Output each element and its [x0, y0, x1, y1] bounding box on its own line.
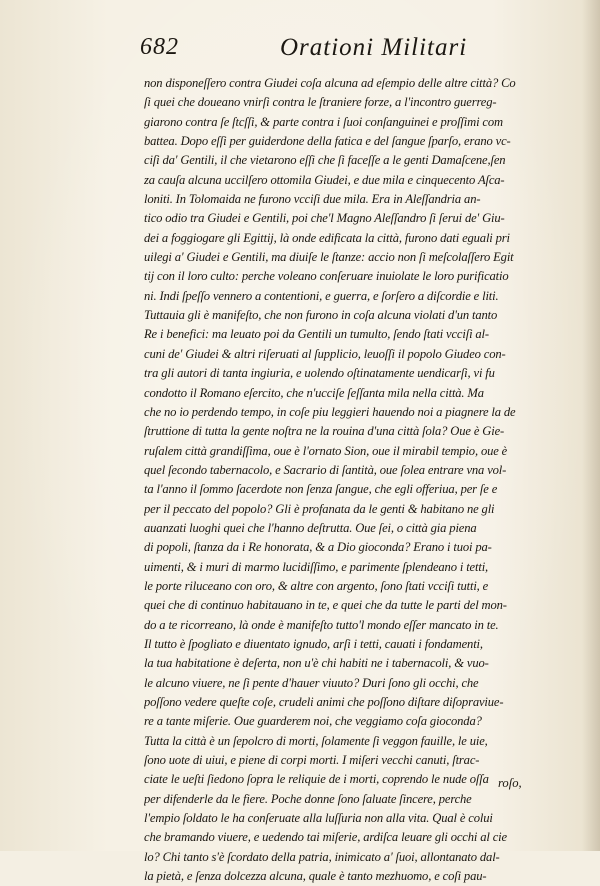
text-line: dei a foggiogare gli Egittij, là onde edificata la città, furono dati eguali pri [144, 230, 510, 245]
text-line: tra gli autori di tanta ingiuria, e uolendo oſtinatamente uendicarſi, vi fu [144, 366, 495, 381]
text-line: la tua habitatione è deſerta, non u'è chi habiti ne i tabernacoli, & vuo- [144, 656, 489, 671]
text-line: l'empio ſoldato le ha conſeruate alla luſſuria non alla vita. Qual è colui [144, 811, 493, 826]
text-line: za cauſa alcuna uccilſero ottomila Giudei, e due mila e cinquecento Aſca- [144, 172, 505, 187]
text-line: Re i benefici: ma leuato poi da Gentili un tumulto, ſendo ſtati vcciſi al- [144, 327, 489, 342]
text-line: auanzati luoghi quei che l'hanno deſtrutta. Oue ſei, o città gia piena [144, 520, 477, 535]
text-line: per il peccato del popolo? Gli è profanata da le genti & habitano ne gli [144, 501, 495, 516]
running-title: Orationi Militari [280, 34, 468, 61]
text-line: quei che di continuo habitauano in te, e quei che da tutte le parti del mon- [144, 598, 507, 613]
text-line: ruſalem città grandiſſima, oue è l'ornato Sion, oue il mirabil tempio, oue è [144, 443, 508, 458]
text-line: non disponeſſero contra Giudei coſa alcuna ad eſempio delle altre città? Co [144, 76, 516, 90]
text-line: ta l'anno il ſommo ſacerdote non ſenza ſangue, che egli offeriua, per ſe e [144, 482, 498, 497]
text-line: che no io perdendo tempo, in coſe piu leggieri hauendo noi a piagnere la de [144, 404, 516, 419]
text-line: lo? Chi tanto s'è ſcordato della patria, inimicato a' ſuoi, allontanato dal- [144, 849, 500, 864]
text-line: le porte riluceano con oro, & altre con argento, ſono ſtati vcciſi tutti, e [144, 578, 489, 593]
text-line: Il tutto è ſpogliato e diuentato ignudo, arſi i tetti, cauati i fondamenti, [144, 636, 483, 651]
text-line: Tutta la città è un ſepolcro di morti, ſolamente ſi veggon fauille, le uie, [144, 733, 488, 748]
text-line: per difenderle da le fiere. Poche donne ſono ſaluate ſincere, perche [144, 791, 472, 806]
text-line: uilegi a' Giudei e Gentili, ma diuiſe le ſtanze: accio non ſi meſcolaſſero Egit [144, 250, 514, 265]
text-line: che bramando viuere, e uedendo tai miſerie, ardiſca leuare gli occhi al cie [144, 830, 507, 845]
text-line: ſono uote di uiui, e piene di corpi morti. I miſeri vecchi canuti, ſtrac- [144, 753, 480, 768]
page-header [140, 30, 560, 70]
text-line: le alcuno viuere, ne ſi pente d'hauer viuuto? Duri ſono gli occhi, che [144, 675, 479, 690]
text-line: battea. Dopo eſſi per guiderdone della fatica e del ſangue ſparſo, erano vc- [144, 134, 511, 149]
text-line: cuni de' Giudei & altri riſeruati al ſupplicio, leuoſſi il popolo Giudeo con- [144, 346, 506, 361]
text-line: ciſi da' Gentili, il che vietarono eſſi che ſi faceſſe a le genti Damaſcene,ſen [144, 153, 506, 168]
text-line: do a te ricorreano, là onde è manifeſto tutto'l mondo eſſer mancato in te. [144, 617, 499, 632]
text-line: loniti. In Tolomaida ne furono vcciſi due mila. Era in Aleſſandria an- [144, 192, 481, 207]
text-line: ni. Indi ſpeſſo vennero a contentioni, e guerra, e ſorſero a diſcordie e liti. [144, 288, 499, 303]
text-line: ſtruttione di tutta la gente noſtra ne la rouina d'una città ſola? Oue è Gie- [144, 424, 505, 439]
text-line: Tuttauia gli è manifeſto, che non furono in coſa alcuna violati d'un tanto [144, 308, 498, 323]
text-line: ciate le ueſti ſiedono ſopra le reliquie de i morti, coprendo le nude oſſa [144, 772, 489, 787]
text-line: giarono contra ſe ſtcſſi, & parte contra i ſuoi conſanguinei e proſſimi com [144, 114, 503, 129]
text-line: di popoli, ſtanza da i Re honorata, & a Dio gioconda? Erano i tuoi pa- [144, 540, 492, 555]
text-line: la pietà, e ſenza dolcezza alcuna, quale è tanto mezhuomo, e coſi pau- [144, 869, 487, 884]
page-gutter-shadow [582, 0, 600, 851]
text-line: tico odio tra Giudei e Gentili, poi che'l Magno Aleſſandro ſi ſerui de' Giu- [144, 211, 505, 226]
page-number: 682 [140, 34, 179, 60]
text-line: poſſono vedere queſte coſe, crudeli animi che poſſono diſtare diſopraviue- [144, 695, 504, 709]
text-line: condotto il Romano eſercito, che n'ucciſe ſeſſanta mila nella città. Ma [144, 385, 484, 400]
text-line: tij con il loro culto: perche voleano conſeruare inuiolate le loro purificatio [144, 269, 509, 284]
text-line: ſi quei che doueano vnirſi contra le ſtraniere forze, a l'incontro guerreg- [144, 95, 497, 110]
catchword: roſo, [498, 776, 522, 790]
text-line: quel ſecondo tabernacolo, e Sacrario di ſantità, oue ſolea entrare vna vol- [144, 462, 507, 477]
text-line: re a tante miſerie. Oue guarderem noi, che veggiamo coſa gioconda? [144, 714, 482, 729]
body-text [144, 74, 556, 886]
text-line: uimenti, & i muri di marmo lucidiſſimo, e parimente ſplendeano i tetti, [144, 559, 489, 574]
